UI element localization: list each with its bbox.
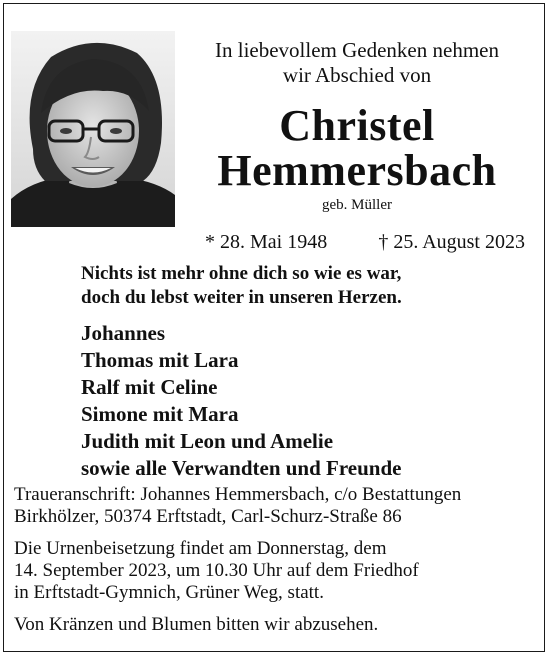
address-line: Traueranschrift: Johannes Hemmersbach, c/o Bestattungen <box>14 484 462 505</box>
funeral-line: 14. September 2023, um 10.30 Uhr auf dem Friedhof <box>14 560 419 581</box>
flowers-note: Von Kränzen und Blumen bitten wir abzusehen. <box>14 614 379 635</box>
deceased-first-name: Christel <box>279 101 435 150</box>
birth-date: * 28. Mai 1948 <box>205 231 328 253</box>
mourner-entry: Judith mit Leon und Amelie <box>81 429 334 453</box>
mourner-entry: Thomas mit Lara <box>81 348 239 372</box>
maiden-name: geb. Müller <box>322 197 392 213</box>
mourning-address <box>14 484 534 528</box>
funeral-line: Die Urnenbeisetzung findet am Donnerstag, dem <box>14 538 387 559</box>
verse-line: doch du lebst weiter in unseren Herzen. <box>81 287 402 308</box>
deceased-last-name: Hemmersbach <box>217 146 497 195</box>
portrait-image <box>11 31 175 227</box>
mourner-entry: Johannes <box>81 321 166 345</box>
mourner-entry: sowie alle Verwandten und Freunde <box>81 456 402 480</box>
funeral-line: in Erftstadt-Gymnich, Grüner Weg, statt. <box>14 582 324 603</box>
address-line: Birkhölzer, 50374 Erftstadt, Carl-Schurz-Straße 86 <box>14 506 402 527</box>
verse-line: Nichts ist mehr ohne dich so wie es war, <box>81 263 402 284</box>
funeral-details <box>14 538 534 604</box>
intro-text <box>186 38 528 88</box>
mourner-entry: Ralf mit Celine <box>81 375 218 399</box>
memorial-verse <box>81 262 521 310</box>
mourners-list <box>81 320 521 482</box>
mourner-entry: Simone mit Mara <box>81 402 239 426</box>
death-date: † 25. August 2023 <box>378 231 525 253</box>
intro-line: In liebevollem Gedenken nehmen <box>215 38 499 62</box>
portrait-photo <box>11 31 175 227</box>
intro-line: wir Abschied von <box>282 63 432 87</box>
life-dates <box>205 230 525 254</box>
